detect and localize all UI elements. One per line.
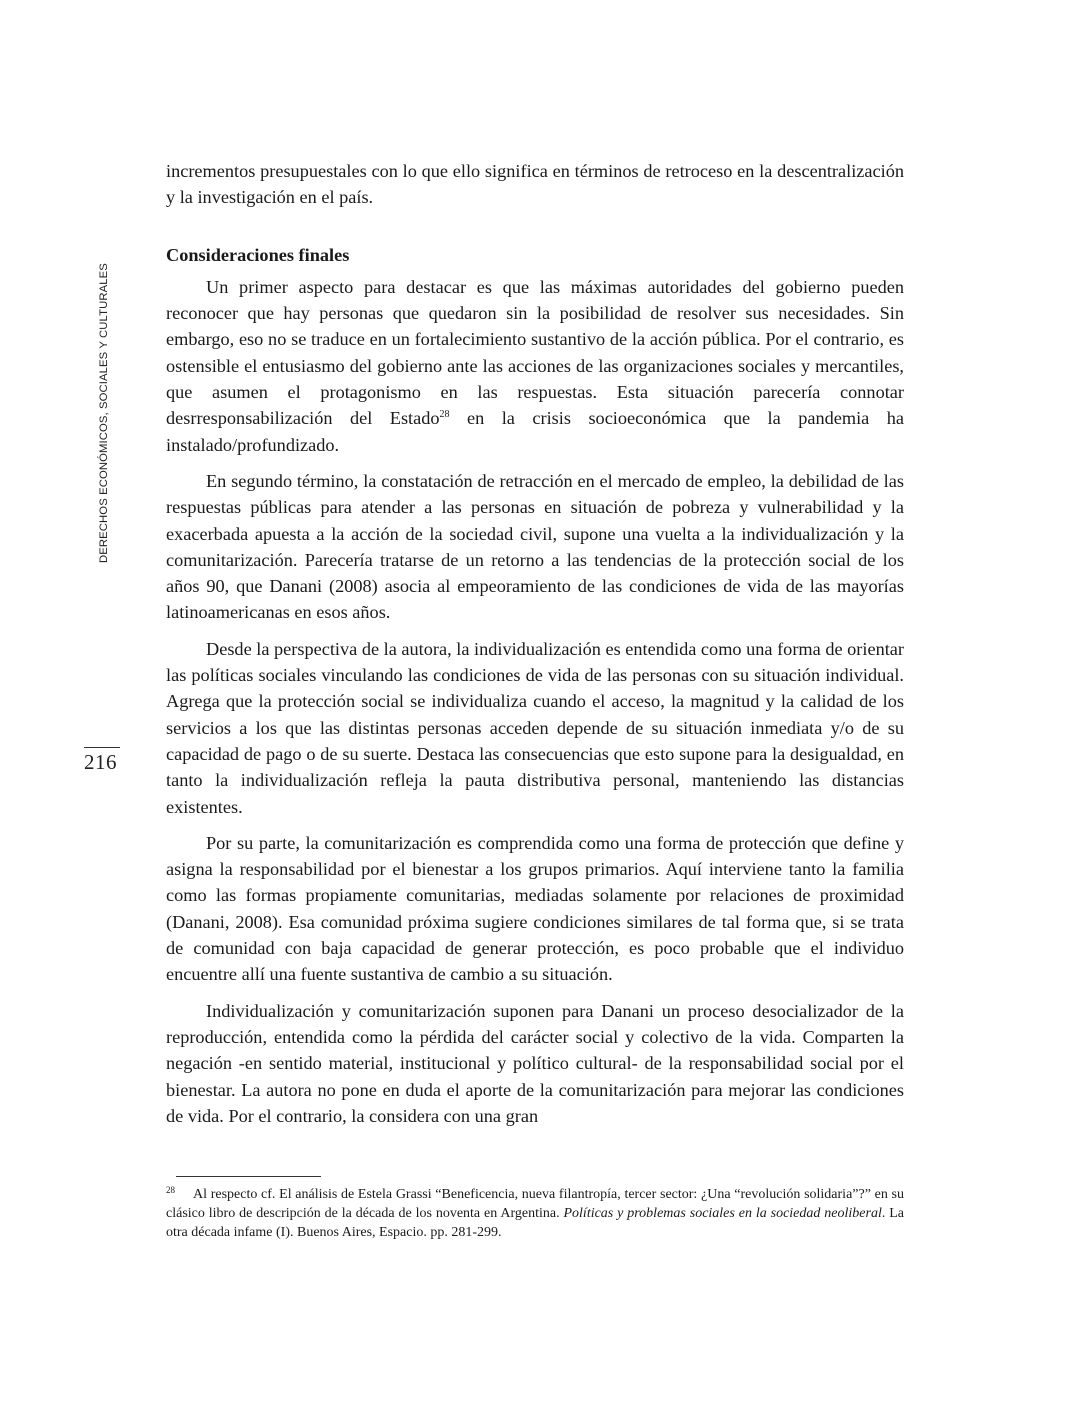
footnote-reference[interactable]: 28 [439,409,450,421]
paragraph-4: Por su parte, la comunitarización es comprendida como una forma de protección que define y asigna la responsabilidad por el bienestar a los grupos primarios. Aquí interviene tanto la familia como las formas propiamente comunitarias, mediadas solamente por relaciones de proximidad (Danani, 2008). Esa comunidad próxima sugiere condiciones similares de tal forma que, si se trata de comunidad con baja capacidad de generar protección, es poco probable que el individuo encuentre allí una fuente sustantiva de cambio a su situación. [166,832,904,985]
footnote [166,1185,904,1243]
body-text [166,158,904,1129]
page-number: 216 [84,750,117,774]
paragraph-3: Desde la perspectiva de la autora, la individualización es entendida como una forma de orientar las políticas sociales vinculando las condiciones de vida de las personas con su situación individual. Agrega que la protección social se individualiza cuando el acceso, la magnitud y la calidad de los servicios a los que las distintas personas acceden depende de su situación inmediata y/o de su capacidad de pago o de su suerte. Destaca las consecuencias que esto supone para la desigualdad, en tanto la individualización refleja la pauta distributiva personal, manteniendo las distancias existentes. [166,638,904,817]
paragraph-5: Individualización y comunitarización suponen para Danani un proceso desocializador de la reproducción, entendida como la pérdida del carácter social y colectivo de la vida. Comparten la negación -en sentido material, institucional y político cultural- de la responsabilidad social por el bienestar. La autora no pone en duda el aporte de la comunitarización para mejorar las condiciones de vida. Por el contrario, la considera con una gran [166,1000,904,1126]
page-number-rule [84,747,120,748]
paragraph-2: En segundo término, la constatación de retracción en el mercado de empleo, la debilidad de las respuestas públicas para atender a las personas en situación de pobreza y vulnerabilidad y la exacerbada apuesta a la acción de la sociedad civil, supone una vuelta a la individualización y la comunitarización. Parecería tratarse de un retorno a las tendencias de la protección social de los años 90, que Danani (2008) asocia al empeoramiento de las condiciones de vida de las mayorías latinoamericanas en esos años. [166,470,904,623]
footnote-text-end: . La otra década infame (I). Buenos Aires, Espacio. pp. 281-299. [166,1206,905,1241]
running-header-vertical: DERECHOS ECONÓMICOS, SOCIALES Y CULTURALES [98,263,110,563]
lead-paragraph: incrementos presupuestales con lo que ello significa en términos de retroceso en la descentralización y la investigación en el país. [166,161,904,208]
footnote-book-title: Políticas y problemas sociales en la sociedad neoliberal [563,1206,882,1222]
footnote-separator [176,1176,321,1177]
footnote-text: Al respecto cf. El análisis de Estela Grassi “Beneficencia, nueva filantropía, tercer sector: ¿Una “revolución solidaria”?” en su clásico libro de descripción de la década de los noventa en Argentina. [166,1187,904,1222]
section-heading: Consideraciones finales [166,244,350,265]
paragraph-1-text-cont: en la crisis socioeconómica que la pandemia ha instalado/profundizado. [166,408,904,455]
paragraph-1-text: Un primer aspecto para destacar es que las máximas autoridades del gobierno pueden reconocer que hay personas que quedaron sin la posibilidad de resolver sus necesidades. Sin embargo, eso no se traduce en un fortalecimiento sustantivo de la acción pública. Por el contrario, es ostensible el entusiasmo del gobierno ante las acciones de las organizaciones sociales y mercantiles, que asumen el protagonismo en las respuestas. Esta situación parecería connotar desrresponsabilización del Estado [166,276,904,429]
paragraph-1 [166,274,904,458]
footnote-number: 28 [166,1185,175,1195]
